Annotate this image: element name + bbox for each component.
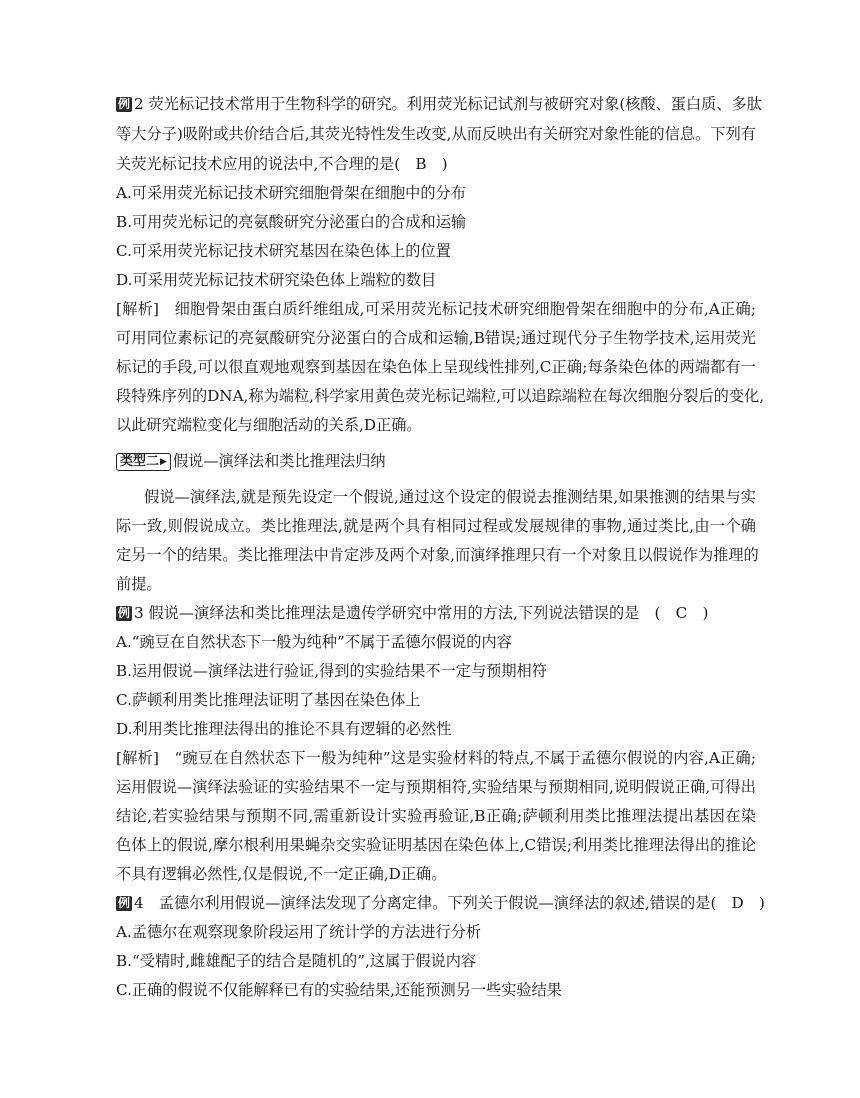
example-3-option-d: D.利用类比推理法得出的推论不具有逻辑的必然性 (116, 720, 452, 738)
type-2-paragraph-line-3: 定另一个的结果。类比推理法中肯定涉及两个对象,而演绎推理只有一个对象且以假说作为推理的 (116, 546, 759, 564)
example-badge: 例 (118, 606, 131, 620)
example-3-analysis-line-4: 色体上的假说,摩尔根利用果蝇杂交实验证明基因在染色体上,C错误;利用类比推理法得出的推论 (116, 836, 756, 854)
type-2-paragraph-line-4: 前提。 (116, 575, 162, 593)
example-2-analysis-line-5: 以此研究端粒变化与细胞活动的关系,D正确。 (116, 416, 422, 434)
example-3-option-c: C.萨顿利用类比推理法证明了基因在染色体上 (116, 691, 421, 709)
example-3-analysis-line-1: [解析] “豌豆在自然状态下一般为纯种”这是实验材料的特点,不属于孟德尔假说的内容,A正确; (116, 749, 756, 767)
example-2-analysis-line-2: 可用同位素标记的亮氨酸研究分泌蛋白的合成和运输,B错误;通过现代分子生物学技术,运用荧光 (116, 329, 756, 347)
example-2-stem-line-2: 等大分子)吸附或共价结合后,其荧光特性发生改变,从而反映出有关研究对象性能的信息。下列有 (116, 125, 756, 143)
example-3-analysis-line-2: 运用假说—演绎法验证的实验结果不一定与预期相符,实验结果与预期相同,说明假说正确,可得出 (116, 778, 756, 796)
example-3-analysis-line-3: 结论,若实验结果与预期不同,需重新设计实验再验证,B正确;萨顿利用类比推理法提出基因在染 (116, 807, 756, 825)
example-2-option-a: A.可采用荧光标记技术研究细胞骨架在细胞中的分布 (116, 184, 466, 202)
triangle-right-icon: ▶ (160, 457, 167, 467)
example-4-option-b: B.“受精时,雌雄配子的结合是随机的”,这属于假说内容 (116, 952, 477, 970)
example-badge: 例 (118, 896, 131, 910)
example-2-option-c: C.可采用荧光标记技术研究基因在染色体上的位置 (116, 242, 451, 260)
example-4-option-a: A.孟德尔在观察现象阶段运用了统计学的方法进行分析 (116, 923, 482, 941)
example-2-analysis-line-4: 段特殊序列的DNA,称为端粒,科学家用黄色荧光标记端粒,可以追踪端粒在每次细胞分裂后的变化, (116, 387, 765, 405)
type-2-paragraph-line-2: 际一致,则假说成立。类比推理法,就是两个具有相同过程或发展规律的事物,通过类比,由一个确 (116, 517, 756, 535)
example-3-option-a: A.“豌豆在自然状态下一般为纯种”不属于孟德尔假说的内容 (116, 633, 512, 651)
example-3-analysis-line-5: 不具有逻辑必然性,仅是假说,不一定正确,D正确。 (116, 865, 447, 883)
section-title: 假说—演绎法和类比推理法归纳 (172, 452, 386, 470)
example-2-option-d: D.可采用荧光标记技术研究染色体上端粒的数目 (116, 271, 437, 289)
example-2-stem-line-3: 关荧光标记技术应用的说法中,不合理的是( B ) (116, 155, 448, 173)
example-2-analysis-line-3: 标记的手段,可以很直观地观察到基因在染色体上呈现线性排列,C正确;每条染色体的两端都有一 (116, 358, 756, 376)
example-2-analysis-line-1: [解析] 细胞骨架由蛋白质纤维组成,可采用荧光标记技术研究细胞骨架在细胞中的分布,A正确; (116, 300, 756, 318)
section-heading-type-2 (116, 451, 756, 471)
example-4-option-c: C.正确的假说不仅能解释已有的实验结果,还能预测另一些实验结果 (116, 981, 562, 999)
type-2-paragraph-line-1: 假说—演绎法,就是预先设定一个假说,通过这个设定的假说去推测结果,如果推测的结果与实 (144, 488, 756, 506)
example-4-stem: 例 4 孟德尔利用假说—演绎法发现了分离定律。下列关于假说—演绎法的叙述,错误的是( D ) (118, 894, 765, 912)
example-3-option-b: B.运用假说—演绎法进行验证,得到的实验结果不一定与预期相符 (116, 662, 547, 680)
example-3-stem: 例 3 假说—演绎法和类比推理法是遗传学研究中常用的方法,下列说法错误的是 ( C ) (118, 604, 709, 622)
example-badge: 例 (118, 97, 131, 111)
example-2-option-b: B.可用荧光标记的亮氨酸研究分泌蛋白的合成和运输 (116, 213, 467, 231)
type-2-tag: 类型二▶ (116, 453, 171, 471)
example-2-stem-line-1: 例 2 荧光标记技术常用于生物科学的研究。利用荧光标记试剂与被研究对象(核酸、蛋白质、多肽 (118, 95, 762, 113)
